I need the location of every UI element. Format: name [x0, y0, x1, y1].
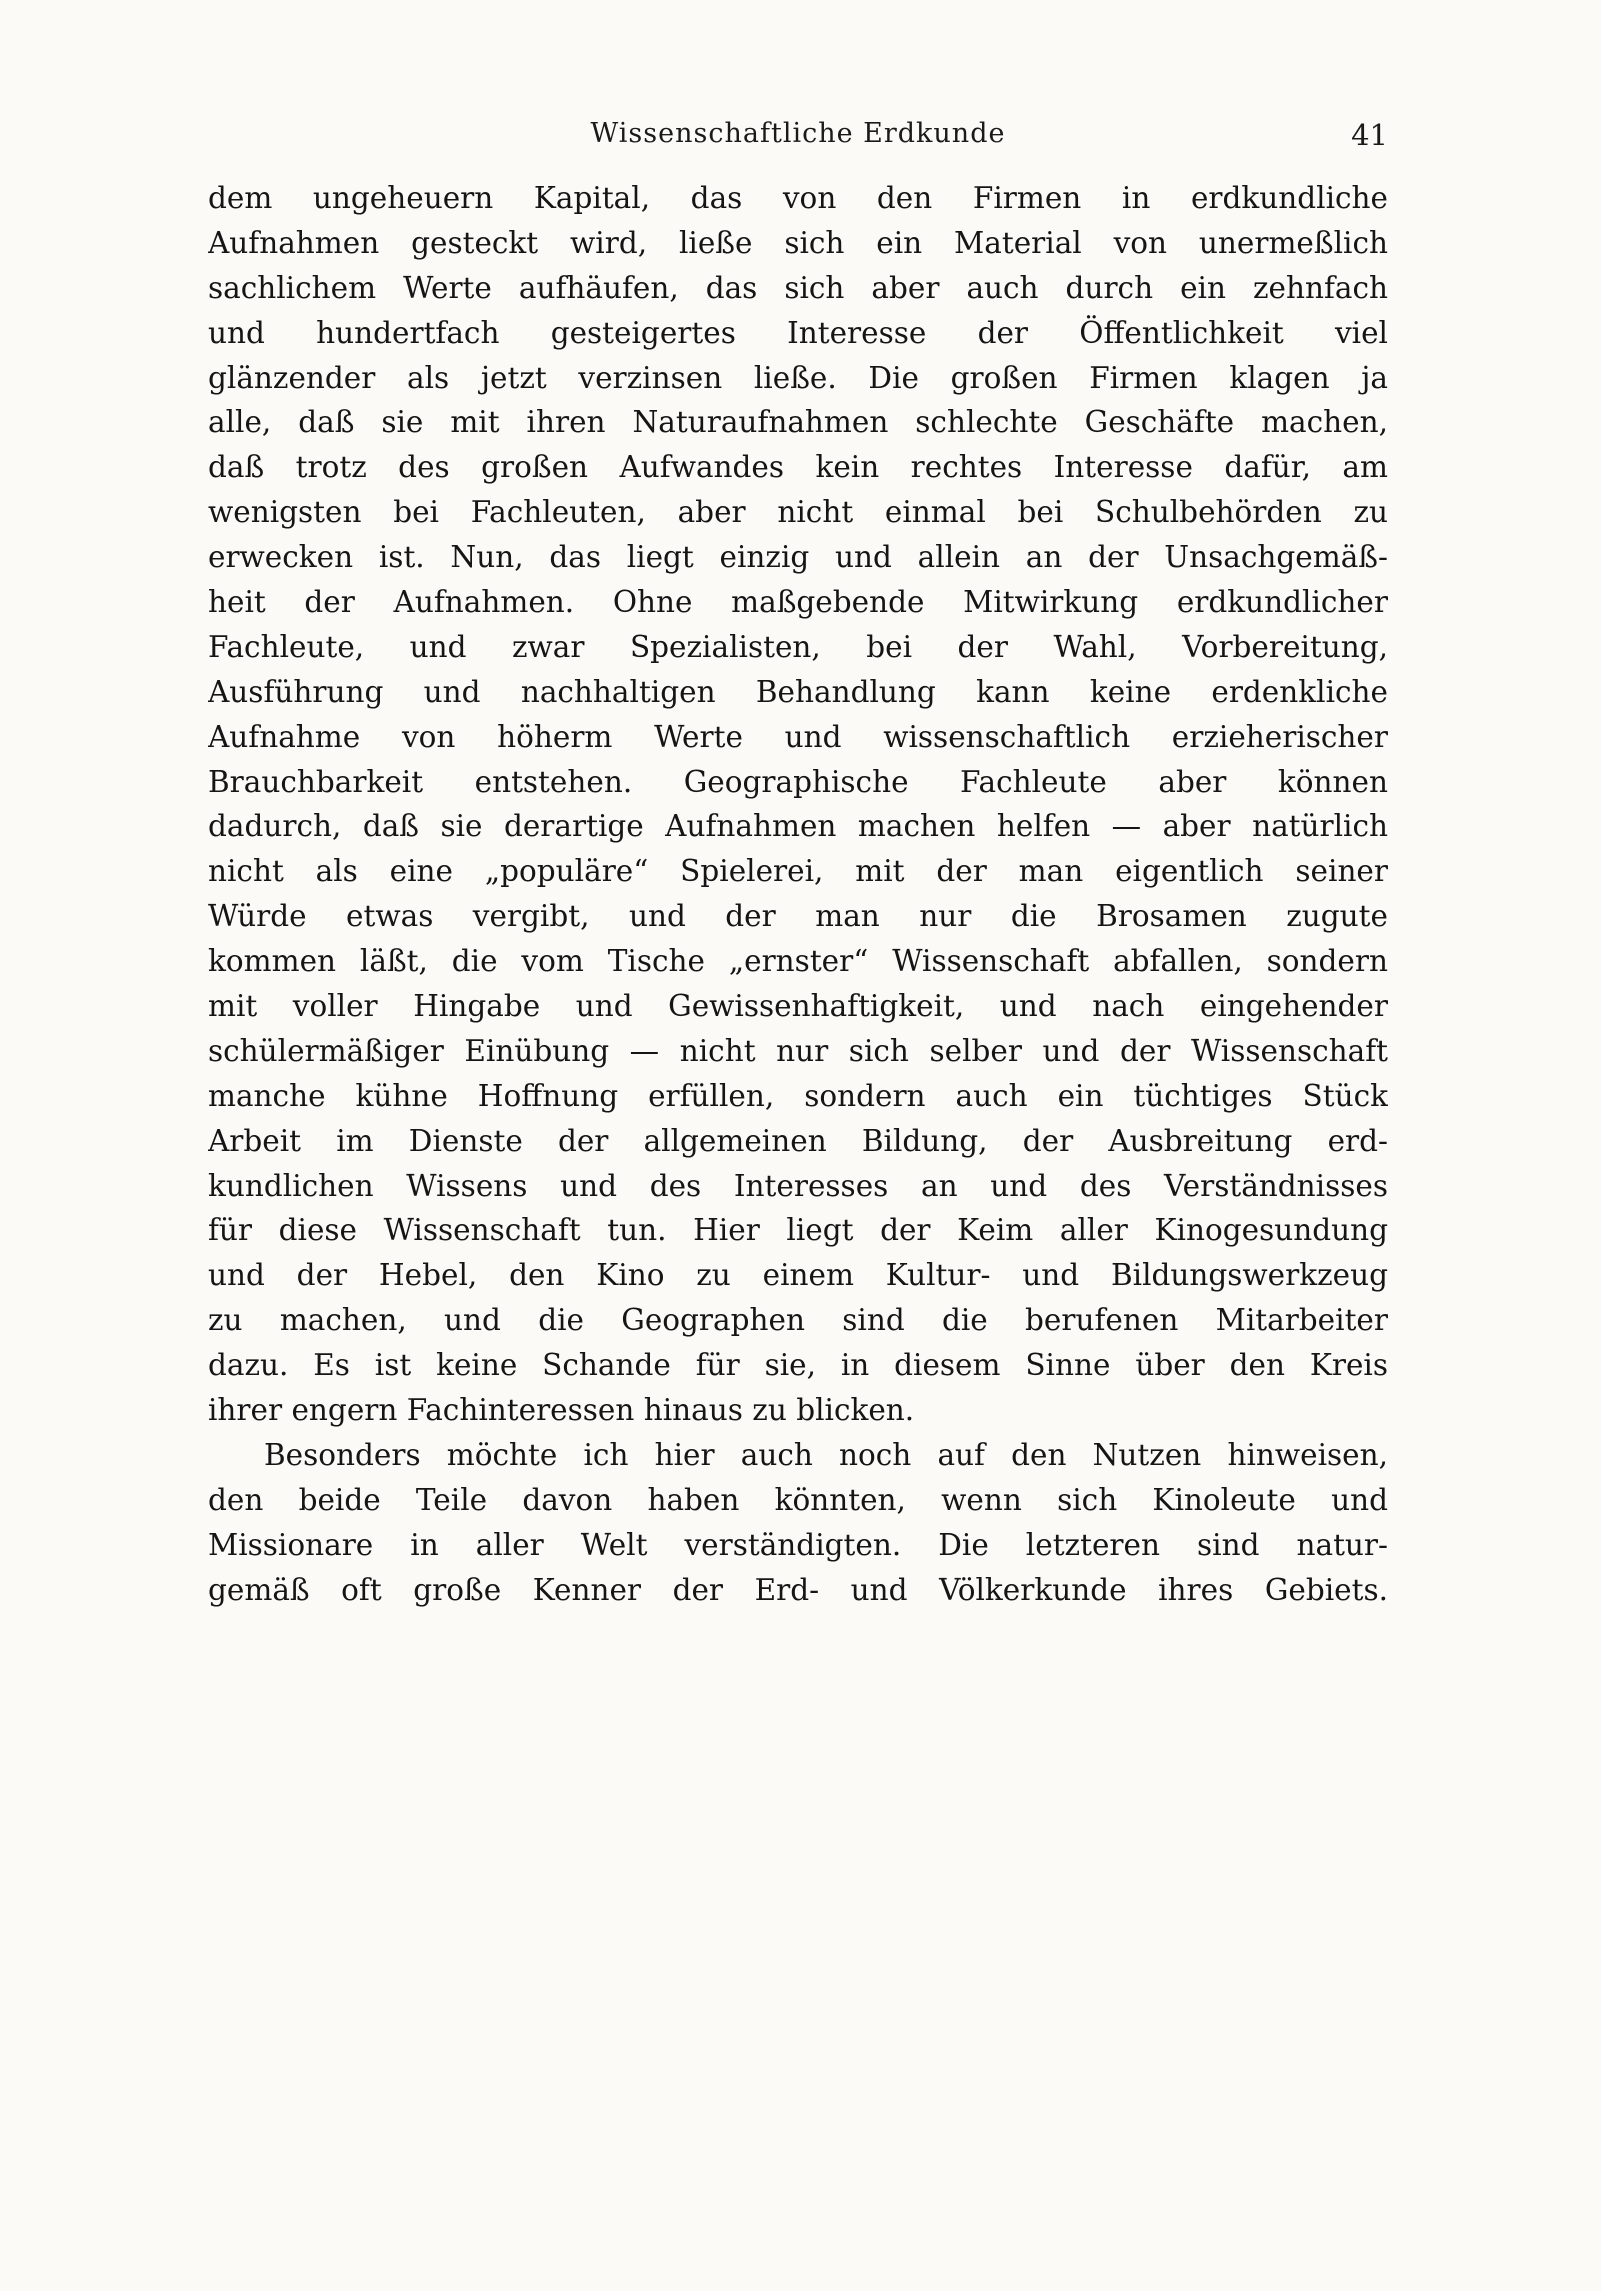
text-line: wenigsten bei Fachleuten, aber nicht einmal bei Schulbehörden zu	[208, 495, 1388, 530]
text-line: erwecken ist. Nun, das liegt einzig und allein an der Unsachgemäß-	[208, 540, 1388, 575]
page-number: 41	[1351, 118, 1388, 152]
text-line: und der Hebel, den Kino zu einem Kultur- und Bildungswerkzeug	[208, 1258, 1388, 1293]
text-line: kommen läßt, die vom Tische „ernster“ Wissenschaft abfallen, sondern	[208, 944, 1388, 979]
text-line: ihrer engern Fachinteressen hinaus zu blicken.	[208, 1393, 915, 1428]
text-line: Ausführung und nachhaltigen Behandlung kann keine erdenkliche	[208, 674, 1388, 709]
text-line: glänzender als jetzt verzinsen ließe. Die großen Firmen klagen ja	[208, 360, 1388, 395]
text-line: Aufnahme von höherm Werte und wissenschaftlich erzieherischer	[208, 719, 1388, 754]
text-line: schülermäßiger Einübung — nicht nur sich selber und der Wissenschaft	[208, 1033, 1388, 1068]
text-line: dem ungeheuern Kapital, das von den Firmen in erdkundliche	[208, 181, 1388, 215]
paragraph-1	[208, 176, 1388, 1433]
text-line: daß trotz des großen Aufwandes kein rechtes Interesse dafür, am	[208, 450, 1388, 485]
text-line: alle, daß sie mit ihren Naturaufnahmen schlechte Geschäfte machen,	[208, 405, 1388, 440]
running-head	[208, 118, 1388, 162]
running-title: Wissenschaftliche Erdkunde	[590, 118, 1006, 149]
text-line: Aufnahmen gesteckt wird, ließe sich ein Material von unermeßlich	[208, 225, 1388, 260]
text-line: gemäß oft große Kenner der Erd- und Völkerkunde ihres Gebiets.	[208, 1572, 1388, 1607]
text-line: heit der Aufnahmen. Ohne maßgebende Mitwirkung erdkundlicher	[208, 585, 1388, 620]
text-line: Fachleute, und zwar Spezialisten, bei der Wahl, Vorbereitung,	[208, 629, 1388, 664]
text-line: Arbeit im Dienste der allgemeinen Bildung, der Ausbreitung erd-	[208, 1123, 1388, 1158]
text-line: zu machen, und die Geographen sind die berufenen Mitarbeiter	[208, 1303, 1388, 1338]
text-line: Missionare in aller Welt verständigten. Die letzteren sind natur-	[208, 1527, 1388, 1562]
text-line: dadurch, daß sie derartige Aufnahmen machen helfen — aber natürlich	[208, 809, 1388, 844]
paragraph-2	[208, 1433, 1388, 1613]
text-line: Brauchbarkeit entstehen. Geographische Fachleute aber können	[208, 764, 1388, 799]
text-line: mit voller Hingabe und Gewissenhaftigkeit, und nach eingehender	[208, 989, 1388, 1024]
text-line: manche kühne Hoffnung erfüllen, sondern auch ein tüchtiges Stück	[208, 1078, 1388, 1113]
text-line: und hundertfach gesteigertes Interesse der Öffentlichkeit viel	[208, 315, 1388, 350]
text-line: sachlichem Werte aufhäufen, das sich aber auch durch ein zehnfach	[208, 270, 1388, 305]
text-line: nicht als eine „populäre“ Spielerei, mit der man eigentlich seiner	[208, 854, 1388, 889]
text-line: kundlichen Wissens und des Interesses an und des Verständnisses	[208, 1168, 1388, 1203]
text-line: Würde etwas vergibt, und der man nur die Brosamen zugute	[208, 899, 1388, 934]
body-text	[208, 176, 1388, 1613]
text-line: dazu. Es ist keine Schande für sie, in diesem Sinne über den Kreis	[208, 1348, 1388, 1383]
text-line: den beide Teile davon haben könnten, wenn sich Kinoleute und	[208, 1482, 1388, 1517]
text-line: für diese Wissenschaft tun. Hier liegt der Keim aller Kinogesundung	[208, 1213, 1388, 1248]
text-line: Besonders möchte ich hier auch noch auf den Nutzen hinweisen,	[264, 1437, 1388, 1472]
